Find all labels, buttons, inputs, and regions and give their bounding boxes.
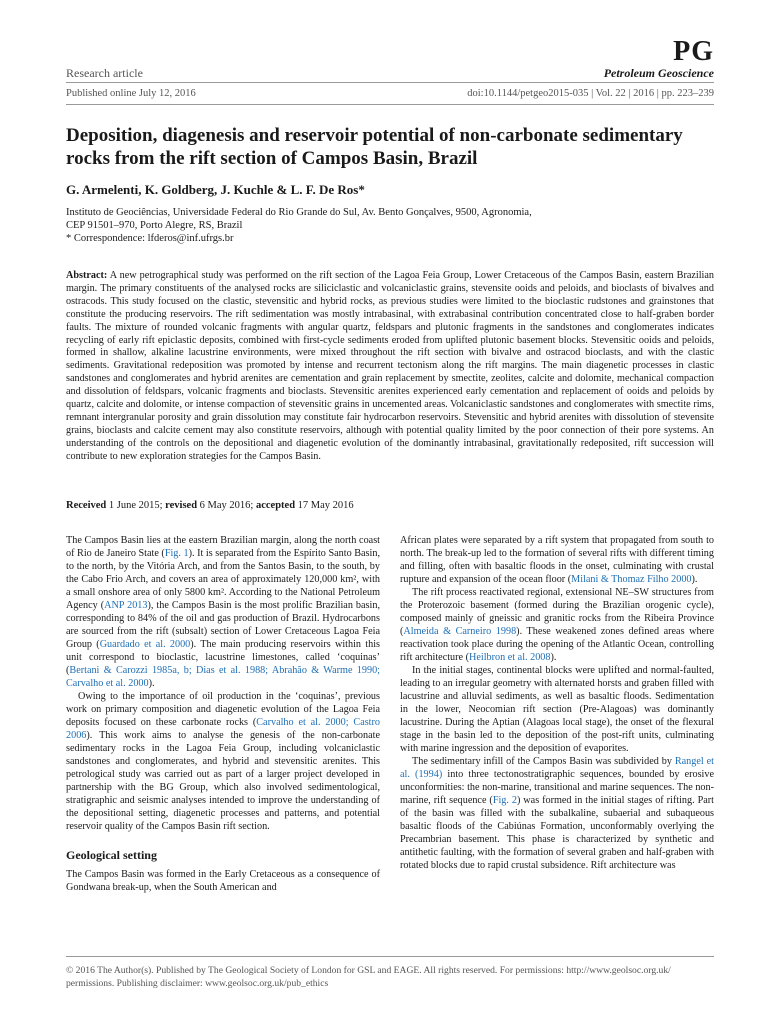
text-run: The Campos Basin lies at the eastern Brazilian margin, along the north coast of Rio de Janeiro State ( (66, 535, 380, 559)
figure-link[interactable]: Fig. 1 (164, 548, 189, 559)
text-run: The rift process reactivated regional, extensional NE–SW structures from the Proterozoic basement (formed during the Brazilian orogenic cycle), composed mainly of gneissic and granitic rocks from the Ribeira Province ( (400, 587, 714, 637)
text-run: into three tectonostratigraphic sequences, bounded by erosive unconformities: the non-marine, transitional and marine sequences. The non-marine, rift sequence ( (400, 769, 715, 806)
header-rule (66, 82, 714, 83)
doi-info: doi:10.1144/petgeo2015-035 | Vol. 22 | 2016 | pp. 223–239 (467, 88, 714, 99)
publication-line (66, 88, 714, 99)
abstract-text: A new petrographical study was performed on the rift section of the Lagoa Feia Group, Lower Cretaceous of the Campos Basin, eastern Brazilian margin. The primary constituents of the analysed rocks are siliciclastic and volcaniclastic grains, stevensite ooids and peloids, and bioclasts of bivalves and ostracods. This study focused on the clastic, stevensitic and hybrid rocks, as previous studies were limited to the bioclastic rudstones and grainstones that constitute the producing reservoirs. The rift sedimentation was mostly intrabasinal, with extrabasinal contribution concentrated close to half-graben border faults. The mixture of rounded volcanic fragments with angular quartz, feldspars and plutonic fragments in the sandstones and conglomerates indicates recycling of early rift epiclastic deposits, combined with first-cycle sediments eroded from uplifted plutonic basement blocks. Stevensitic ooids and peloids, formed in shallow, alkaline lacustrine environments, were mixed throughout the rift section with bivalve and ostracod bioclasts, and with the clastic sediments. Gravitational redeposition was promoted by intense and recurrent tectonism along the rift margins. The main diagenetic processes in clastic sandstones and conglomerates and hybrid arenites are cementation and grain replacement by smectite, zeolites, calcite and dolomite, mechanical compaction and dissolution of feldspars, volcanic fragments and bioclasts. Stevensitic arenites experienced early cementation and replacement of ooids and peloids by quartz, calcite and dolomite, or intense compaction of stevensitic grains in uncemented areas. Volcaniclastic sandstones and conglomerates with smectite rims, remnant intergranular porosity and grain dissolution may constitute fair hydrocarbon reservoirs. Stevensitic and hybrid arenites with dissolution of stevensite grains, bioclasts and calcite cement may also constitute reservoirs, although with potential quality limited by the poor connection of their pore systems. An understanding of the controls on the depositional and diagenetic evolution of the dominantly intrabasinal, gravitationally redeposited, rift succession will contribute to new exploration strategies for the Campos Basin. (66, 270, 715, 462)
header-rule-2 (66, 104, 714, 105)
correspondence: * Correspondence: lfderos@inf.ufrgs.br (66, 233, 234, 244)
journal-logo: PG (673, 36, 714, 67)
accepted-label: accepted (255, 500, 296, 511)
text-run: ). These weakened zones defined areas where reactivation took place during the opening of the Atlantic Ocean, controlling rift architecture ( (400, 626, 714, 663)
text-run: ). The main producing reservoirs within this unit correspond to bioclastic, lacustrine limestones, called ‘coquinas’ ( (66, 639, 380, 676)
published-date: Published online July 12, 2016 (66, 88, 196, 99)
text-run: ). This work aims to analyse the genesis of the non-carbonate sedimentary rocks in the Lagoa Feia Group, including volcaniclastic sandstones and conglomerates, and hybrid and stevensitic arenites. This petrological study was carried out as part of a larger project developed in partnership with the BG Group, which also involved sedimentological, stratigraphic and seismic analyses intended to improve the understanding of the depositional setting, diagenetic processes and patterns, and potential reservoir quality of the Campos Basin rift section. (66, 730, 380, 832)
paragraph (66, 690, 380, 833)
citation-link[interactable]: ANP 2013 (104, 600, 148, 611)
revised-label: revised (165, 500, 198, 511)
text-run: ). (148, 678, 155, 689)
copyright-footer: © 2016 The Author(s). Published by The Geological Society of London for GSL and EAGE. All rights reserved. For permissions: http://www.geolsoc.org.uk/ permissions. Publishing disclaimer: www.geolsoc.org.uk/pub_ethics (66, 965, 671, 989)
text-run: ). (691, 574, 698, 585)
abstract-label: Abstract: (66, 270, 108, 281)
article-type: Research article (66, 66, 143, 80)
citation-link[interactable]: Milani & Thomaz Filho 2000 (571, 574, 692, 585)
paragraph (400, 755, 714, 872)
paragraph: The Campos Basin was formed in the Early Cretaceous as a consequence of Gondwana break-up, when the South American and (66, 869, 380, 893)
citation-link[interactable]: Rangel et al. (1994) (400, 756, 714, 780)
citation-link[interactable]: Almeida & Carneiro 1998 (403, 626, 517, 637)
left-column (66, 534, 380, 894)
affiliation-line-2: CEP 91501–970, Porto Alegre, RS, Brazil (66, 220, 243, 231)
text-run: Owing to the importance of oil production in the ‘coquinas’, previous work on primary composition and diagenetic evolution of the Lagoa Feia deposits focused on these carbonate rocks ( (66, 691, 380, 728)
paragraph (400, 586, 714, 664)
paragraph (400, 534, 714, 586)
accepted-date: 17 May 2016 (297, 500, 354, 511)
affiliation (66, 206, 714, 245)
author-list: G. Armelenti, K. Goldberg, J. Kuchle & L. F. De Ros* (66, 182, 365, 197)
citation-link[interactable]: Bertani & Carozzi 1985a, b; Dias et al. 1988; Abrahão & Warme 1990; Carvalho et al. 2000 (66, 665, 380, 689)
paragraph (66, 534, 380, 690)
text-run: ) was formed in the initial stages of rifting. Part of the basin was filled with the subalkaline, subaerial and subaqueous basaltic floods of the Cabiúnas Formation, unconformably overlying the Precambrian basement. This phase is characterized by synthetic and antithetic faulting, with the formation of several graben and half-graben with rotated blocks due to rapid crustal subsidence. Rift architecture was (400, 795, 714, 871)
citation-link[interactable]: Carvalho et al. 2000; Castro 2006 (66, 717, 381, 741)
right-column (400, 534, 714, 872)
citation-link[interactable]: Heilbron et al. 2008 (469, 652, 551, 663)
text-run: African plates were separated by a rift system that propagated from south to north. The break-up led to the formation of several rifts with different timing and filling, often with basaltic floods in the onset, culminating with crustal rupture and expansion of the ocean floor ( (400, 535, 714, 585)
article-title: Deposition, diagenesis and reservoir potential of non-carbonate sedimentary rocks from the rift section of Campos Basin, Brazil (66, 125, 683, 169)
affiliation-line-1: Instituto de Geociências, Universidade Federal do Rio Grande do Sul, Av. Bento Gonçalves, 9500, Agronomia, (66, 207, 532, 218)
section-heading: Geological setting (66, 848, 157, 862)
received-label: Received (66, 500, 107, 511)
text-run: ), the Campos Basin is the most prolific Brazilian basin, corresponding to 84% of the oil and gas production of Brazil. Hydrocarbons are sourced from the rift (subsalt) section of Lower Cretaceous Lagoa Feia Group ( (66, 600, 380, 650)
footer-rule (66, 956, 714, 957)
journal-name: Petroleum Geoscience (603, 66, 714, 80)
paragraph: In the initial stages, continental blocks were uplifted and normal-faulted, leading to an irregular geometry with alternated horsts and graben filled with lacustrine and alluvial sediments, as well as basaltic floods. Sedimentation in the lower, Neocomian rift section (Pre-Alagoas) was dominantly lacustrine. During the Aptian (Alagoas local stage), the onset of the flexural stage in the basin led to the deposition of the post-rift units, culminating with marine ingression and the deposition of evaporites. (400, 665, 714, 754)
text-run: The sedimentary infill of the Campos Basin was subdivided by (412, 756, 675, 767)
figure-link[interactable]: Fig. 2 (492, 795, 517, 806)
text-run: ). (550, 652, 557, 663)
text-run: ). It is separated from the Espírito Santo Basin, to the north, by the Vitória Arch, and from the Santos Basin, to the south, by the Cabo Frio Arch, and covers an area of approximately 120,000 km², with a small onshore area of only 5800 km². According to the National Petroleum Agency ( (66, 548, 380, 611)
citation-link[interactable]: Guardado et al. 2000 (99, 639, 191, 650)
revised-date: 6 May 2016; (199, 500, 254, 511)
abstract (66, 270, 714, 464)
history-dates (66, 500, 354, 511)
received-date: 1 June 2015; (108, 500, 163, 511)
